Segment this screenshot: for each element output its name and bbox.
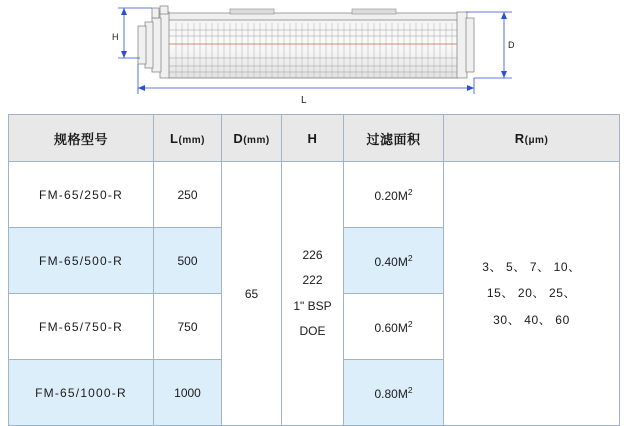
cell-model: FM-65/1000-R	[9, 360, 154, 426]
cell-height-options	[282, 162, 344, 426]
cell-filter-area: $0.60M^2$	[344, 294, 444, 360]
cartridge-body	[168, 9, 458, 78]
cell-length: 250	[154, 162, 222, 228]
rating-line: 30、 40、 60	[493, 312, 570, 327]
header-diameter: D(mm)	[222, 115, 282, 162]
end-cap-right	[457, 12, 474, 78]
header-height: H	[282, 115, 344, 162]
table-header-row	[9, 115, 620, 162]
dimension-label-h: H	[112, 32, 119, 42]
header-length: L(mm)	[154, 115, 222, 162]
cell-model: FM-65/500-R	[9, 228, 154, 294]
rating-line: 15、 20、 25、	[486, 286, 577, 301]
cell-model: FM-65/750-R	[9, 294, 154, 360]
cell-filter-area: $0.80M^2$	[344, 360, 444, 426]
height-option: 226	[302, 248, 323, 263]
end-cap-left	[138, 6, 169, 78]
rating-line: 3、 5、 7、 10、	[482, 259, 581, 274]
cell-rating	[444, 162, 620, 426]
header-model: 规格型号	[9, 115, 154, 162]
cell-model: FM-65/250-R	[9, 162, 154, 228]
height-option: 1" BSP	[293, 298, 332, 313]
dimension-label-l: L	[301, 95, 307, 106]
product-drawing	[0, 0, 627, 112]
header-filter-area: 过滤面积	[344, 115, 444, 162]
specification-table-wrapper	[8, 114, 619, 410]
cell-diameter: 65	[222, 162, 282, 426]
cell-length: 500	[154, 228, 222, 294]
dimension-label-d: D	[508, 40, 515, 50]
drawing-svg	[0, 0, 627, 112]
cell-length: 1000	[154, 360, 222, 426]
height-option: 222	[302, 273, 323, 288]
cell-filter-area: $0.40M^2$	[344, 228, 444, 294]
height-option: DOE	[299, 323, 326, 338]
specification-table	[8, 114, 620, 426]
cell-length: 750	[154, 294, 222, 360]
header-rating: R(μm)	[444, 115, 620, 162]
table-row	[9, 162, 620, 228]
cell-filter-area: $0.20M^2$	[344, 162, 444, 228]
